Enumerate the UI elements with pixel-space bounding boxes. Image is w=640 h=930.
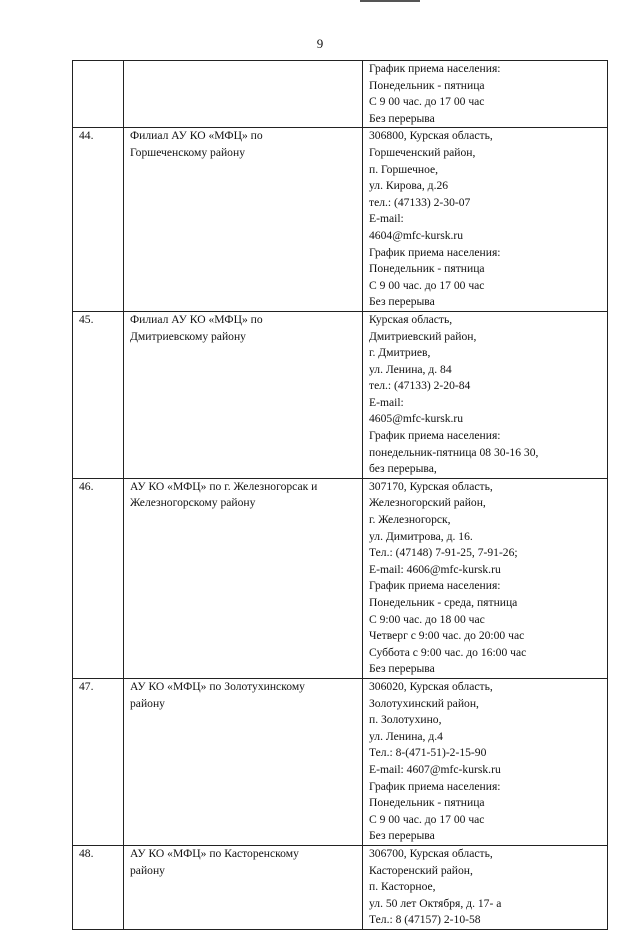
contact-line: 4604@mfc-kursk.ru bbox=[369, 228, 464, 242]
contact-line: без перерыва, bbox=[369, 462, 437, 476]
branch-name-line: АУ КО «МФЦ» по г. Железногорсак и bbox=[130, 479, 318, 493]
contact-line: г. Железногорск, bbox=[369, 513, 451, 527]
contact-line: График приема населения: bbox=[369, 579, 501, 593]
contact-line: Без перерыва bbox=[369, 662, 435, 676]
contact-line: тел.: (47133) 2-30-07 bbox=[369, 195, 471, 209]
branch-contact-cell bbox=[363, 128, 608, 312]
contact-line: Тел.: 8 (47157) 2-10-58 bbox=[369, 913, 481, 927]
contact-line: п. Золотухино, bbox=[369, 713, 442, 727]
contact-line: E-mail: bbox=[369, 212, 404, 226]
row-number: 46. bbox=[73, 478, 124, 678]
branch-contact-cell bbox=[363, 678, 608, 845]
contact-line: E-mail: 4606@mfc-kursk.ru bbox=[369, 562, 501, 576]
table-row bbox=[73, 128, 608, 312]
contact-line: ул. Ленина, д.4 bbox=[369, 729, 443, 743]
contact-line: График приема населения: bbox=[369, 62, 501, 75]
branch-name-line: району bbox=[130, 863, 165, 877]
contact-line: С 9 00 час. до 17 00 час bbox=[369, 95, 485, 109]
contact-line: Тел.: (47148) 7-91-25, 7-91-26; bbox=[369, 546, 518, 560]
row-number: 44. bbox=[73, 128, 124, 312]
contact-line: ул. Кирова, д.26 bbox=[369, 179, 449, 193]
contact-line: понедельник-пятница 08 30-16 30, bbox=[369, 445, 539, 459]
contact-line: Без перерыва bbox=[369, 111, 435, 125]
branch-name-line: Железногорскому району bbox=[130, 496, 256, 510]
contact-line: Понедельник - пятница bbox=[369, 796, 485, 810]
contact-line: Золотухинский район, bbox=[369, 696, 479, 710]
branch-name-cell bbox=[124, 845, 363, 929]
contact-line: Горшеченский район, bbox=[369, 145, 476, 159]
contact-line: E-mail: bbox=[369, 395, 404, 409]
contact-line: п. Горшечное, bbox=[369, 162, 439, 176]
branch-name-cell bbox=[124, 678, 363, 845]
contact-line: п. Касторное, bbox=[369, 880, 436, 894]
branch-name-line: Филиал АУ КО «МФЦ» по bbox=[130, 129, 263, 143]
contact-line: 4605@mfc-kursk.ru bbox=[369, 412, 464, 426]
branch-name-line: Филиал АУ КО «МФЦ» по bbox=[130, 312, 263, 326]
row-number: 48. bbox=[73, 845, 124, 929]
contact-line: 306800, Курская область, bbox=[369, 129, 493, 143]
branch-name-line: району bbox=[130, 696, 165, 710]
contact-line: тел.: (47133) 2-20-84 bbox=[369, 379, 471, 393]
contact-line: E-mail: 4607@mfc-kursk.ru bbox=[369, 762, 501, 776]
table-row bbox=[73, 845, 608, 929]
contact-line: График приема населения: bbox=[369, 429, 501, 443]
contact-line: 306020, Курская область, bbox=[369, 679, 493, 693]
contact-line: Тел.: 8-(471-51)-2-15-90 bbox=[369, 746, 487, 760]
branch-name-line: АУ КО «МФЦ» по Касторенскому bbox=[130, 846, 299, 860]
contact-line: С 9 00 час. до 17 00 час bbox=[369, 278, 485, 292]
contact-line: Дмитриевский район, bbox=[369, 329, 477, 343]
contact-line: Без перерыва bbox=[369, 829, 435, 843]
contact-line: С 9:00 час. до 18 00 час bbox=[369, 612, 485, 626]
contact-line: Понедельник - пятница bbox=[369, 78, 485, 92]
contact-line: Без перерыва bbox=[369, 295, 435, 309]
branch-name-line: Горшеченскому району bbox=[130, 145, 245, 159]
branch-name-cell bbox=[124, 478, 363, 678]
branch-name-cell bbox=[124, 128, 363, 312]
branch-contact-cell bbox=[363, 61, 608, 128]
contact-line: 306700, Курская область, bbox=[369, 846, 493, 860]
branch-name-cell bbox=[124, 311, 363, 478]
branch-contact-cell bbox=[363, 478, 608, 678]
branch-name-cell bbox=[124, 61, 363, 128]
page-number: 9 bbox=[316, 36, 324, 51]
table-row bbox=[73, 311, 608, 478]
contact-line: С 9 00 час. до 17 00 час bbox=[369, 812, 485, 826]
contact-line: График приема населения: bbox=[369, 245, 501, 259]
contact-line: ул. 50 лет Октября, д. 17- а bbox=[369, 896, 502, 910]
scan-artifact-mark bbox=[360, 0, 420, 2]
contact-line: Понедельник - среда, пятница bbox=[369, 596, 518, 609]
contact-line: Четверг с 9:00 час. до 20:00 час bbox=[369, 629, 525, 643]
contact-line: ул. Ленина, д. 84 bbox=[369, 362, 452, 376]
row-number bbox=[73, 61, 124, 128]
branch-contact-cell bbox=[363, 845, 608, 929]
contact-line: Курская область, bbox=[369, 312, 453, 326]
contact-line: Суббота с 9:00 час. до 16:00 час bbox=[369, 645, 527, 659]
table-row bbox=[73, 478, 608, 678]
branch-contact-cell bbox=[363, 311, 608, 478]
row-number: 45. bbox=[73, 311, 124, 478]
branch-name-line: Дмитриевскому району bbox=[130, 329, 246, 343]
contact-line: Понедельник - пятница bbox=[369, 262, 485, 276]
contact-line: ул. Димитрова, д. 16. bbox=[369, 529, 473, 543]
contact-line: График приема населения: bbox=[369, 779, 501, 793]
table-body bbox=[73, 61, 608, 930]
row-number: 47. bbox=[73, 678, 124, 845]
table-row bbox=[73, 678, 608, 845]
contact-line: Касторенский район, bbox=[369, 863, 473, 877]
table-row bbox=[73, 61, 608, 128]
contact-line: Железногорский район, bbox=[369, 496, 486, 510]
contact-line: г. Дмитриев, bbox=[369, 346, 431, 360]
branch-name-line: АУ КО «МФЦ» по Золотухинскому bbox=[130, 679, 305, 693]
mfc-branches-table bbox=[72, 60, 608, 930]
contact-line: 307170, Курская область, bbox=[369, 479, 493, 493]
